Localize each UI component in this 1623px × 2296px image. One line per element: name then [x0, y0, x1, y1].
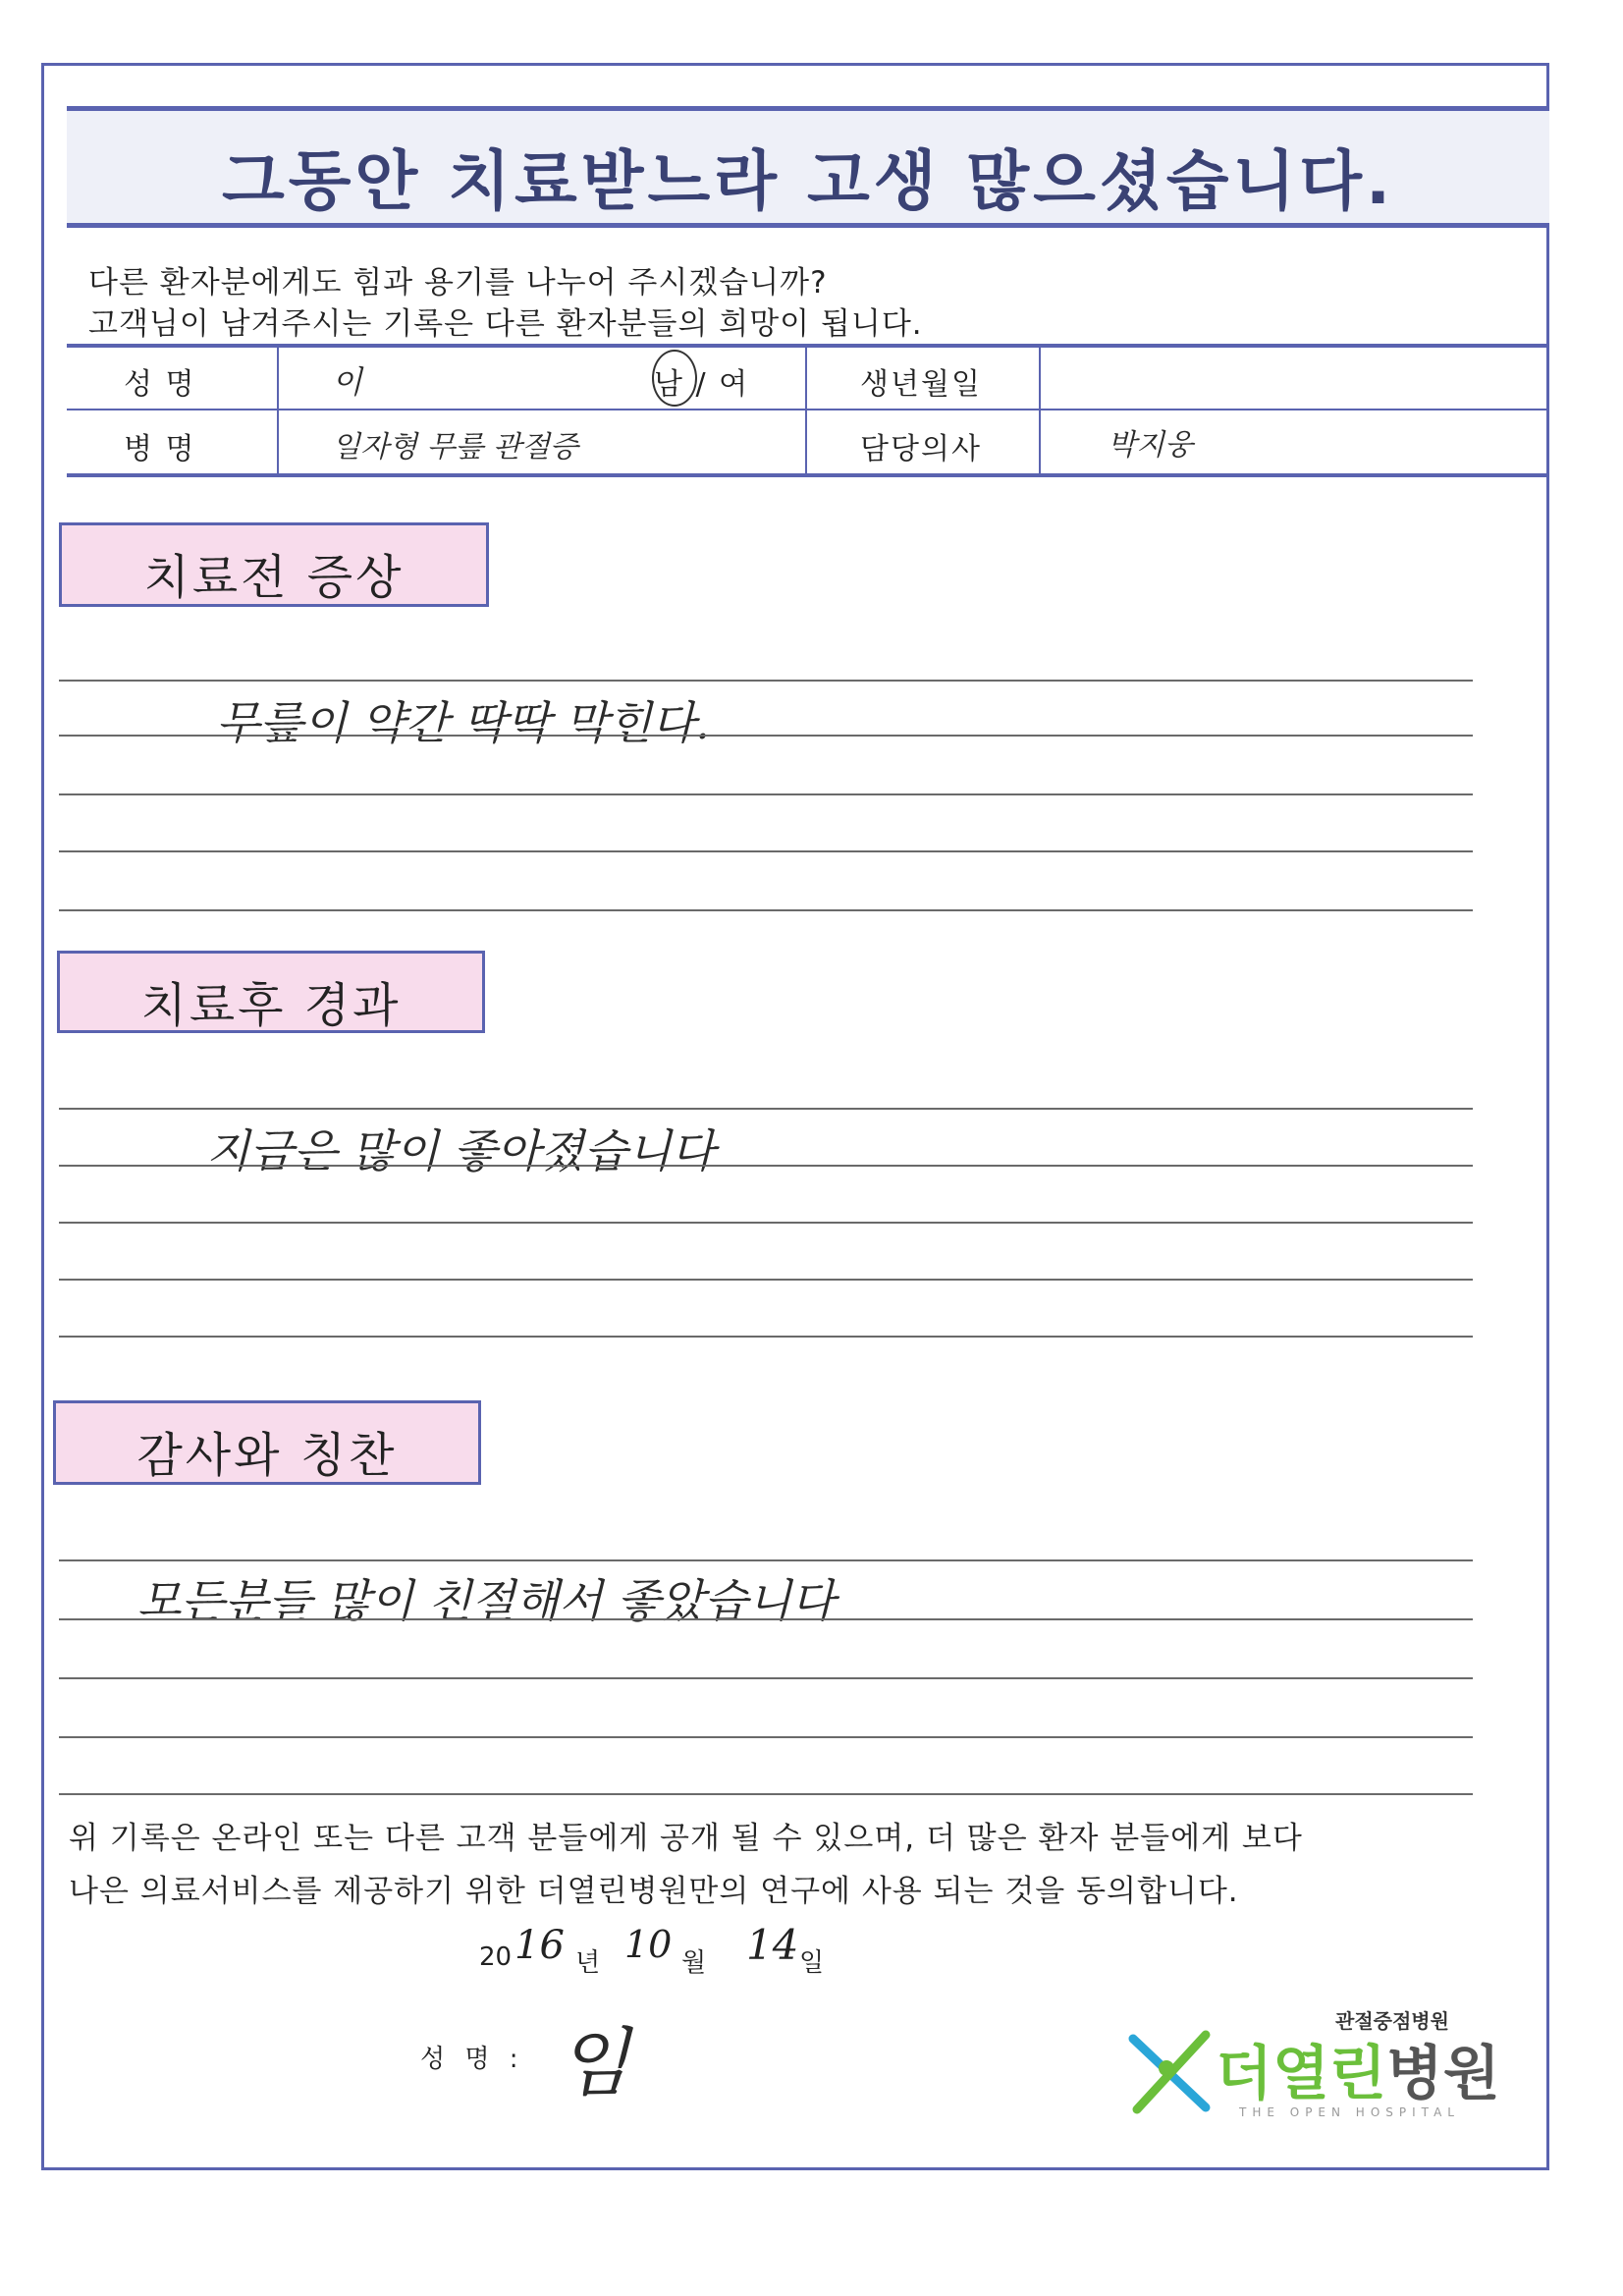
- logo-wordmark: [1216, 2027, 1500, 2111]
- logo-english: THE OPEN HOSPITAL: [1239, 2105, 1460, 2119]
- signature-label: 성 명 :: [420, 2045, 524, 2074]
- date-month-unit: 월: [681, 1948, 707, 1978]
- gender-circle-mark: [652, 350, 697, 407]
- writing-line: [59, 680, 1473, 682]
- logo-figure-icon: [1127, 2029, 1212, 2117]
- after-text: 지금은 많이 좋아졌습니다: [206, 1124, 716, 1177]
- before-text: 무릎이 약간 딱딱 막힌다.: [216, 696, 710, 749]
- writing-line: [59, 1108, 1473, 1110]
- date-day: 14: [746, 1921, 799, 1969]
- date-day-unit: 일: [799, 1948, 825, 1978]
- info-col-divider: [805, 348, 807, 473]
- title-band: [67, 106, 1549, 228]
- writing-line: [59, 1279, 1473, 1281]
- writing-line: [59, 1222, 1473, 1224]
- section-thanks-header: [53, 1400, 481, 1485]
- date-year: 16: [514, 1923, 565, 1968]
- section-after-header: [57, 951, 485, 1033]
- date-prefix: 20: [479, 1942, 513, 1972]
- page-title: 그동안 치료받느라 고생 많으셨습니다.: [221, 143, 1395, 219]
- writing-line: [59, 1336, 1473, 1338]
- writing-line: [59, 850, 1473, 852]
- intro-line-1: 다른 환자분에게도 힘과 용기를 나누어 주시겠습니까?: [88, 265, 828, 301]
- writing-line: [59, 735, 1473, 737]
- info-row-divider: [67, 409, 1549, 410]
- name-value: 이: [332, 363, 362, 401]
- writing-line: [59, 1793, 1473, 1795]
- section-after-label: 치료후 경과: [140, 978, 402, 1033]
- signature-value: 임: [558, 2019, 630, 2106]
- info-col-divider: [277, 348, 279, 473]
- info-col-divider: [1039, 348, 1041, 473]
- birth-label: 생년월일: [860, 367, 982, 402]
- consent-line-1: 위 기록은 온라인 또는 다른 고객 분들에게 공개 될 수 있으며, 더 많은 환자 분들에게 보다: [69, 1821, 1303, 1856]
- writing-line: [59, 1736, 1473, 1738]
- disease-value: 일자형 무릎 관절증: [332, 430, 578, 465]
- section-before-label: 치료전 증상: [143, 550, 405, 605]
- logo-subtitle: 관절중점병원: [1335, 2009, 1449, 2033]
- logo-wordmark-a: 더열린: [1216, 2040, 1386, 2108]
- disease-label: 병 명: [124, 432, 196, 466]
- logo-wordmark-b: 병원: [1385, 2040, 1500, 2108]
- writing-line: [59, 793, 1473, 795]
- section-before-header: [59, 522, 489, 607]
- name-label: 성 명: [124, 367, 196, 402]
- gender-options: 남 / 여: [654, 367, 750, 402]
- doctor-label: 담당의사: [860, 432, 982, 466]
- doctor-value: 박지웅: [1108, 428, 1193, 463]
- consent-line-2: 나은 의료서비스를 제공하기 위한 더열린병원만의 연구에 사용 되는 것을 동의합니다.: [69, 1874, 1239, 1909]
- section-thanks-label: 감사와 칭찬: [136, 1428, 398, 1483]
- intro-line-2: 고객님이 남겨주시는 기록은 다른 환자분들의 희망이 됩니다.: [88, 306, 923, 342]
- writing-line: [59, 1165, 1473, 1167]
- writing-line: [59, 909, 1473, 911]
- writing-line: [59, 1618, 1473, 1620]
- patient-info-table: [67, 344, 1549, 477]
- writing-line: [59, 1677, 1473, 1679]
- writing-line: [59, 1559, 1473, 1561]
- thanks-text: 모든분들 많이 친절해서 좋았습니다: [137, 1574, 836, 1627]
- date-year-unit: 년: [575, 1948, 601, 1978]
- date-month: 10: [624, 1923, 673, 1966]
